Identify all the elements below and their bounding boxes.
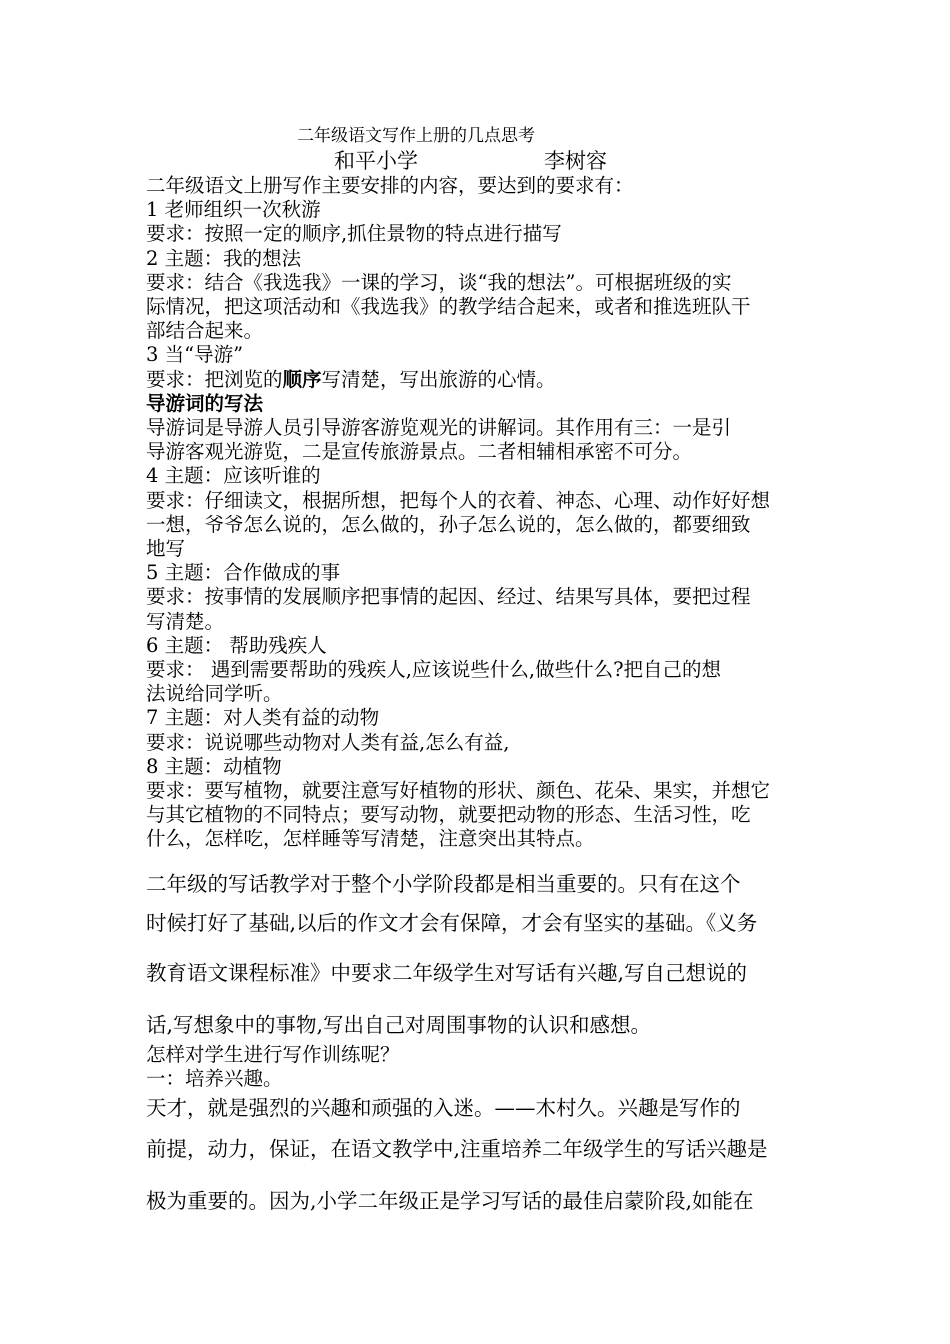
- guide-req-prefix: 要求：把浏览的: [146, 367, 283, 391]
- text-line: 法说给同学听。: [146, 682, 283, 706]
- text-line: 要求：要写植物，就要注意写好植物的形状、颜色、花朵、果实，并想它: [146, 779, 771, 803]
- text-line: 5 主题：合作做成的事: [146, 561, 341, 585]
- text-line: 导游词是导游人员引导游客游览观光的讲解词。其作用有三：一是引: [146, 416, 732, 440]
- text-line: 部结合起来。: [146, 319, 264, 343]
- text-line: 二年级的写话教学对于整个小学阶段都是相当重要的。只有在这个: [146, 872, 741, 896]
- section-heading: 一：培养兴趣。: [146, 1067, 283, 1091]
- question-block: [146, 1043, 810, 1091]
- text-line: 要求：结合《我选我》一课的学习，谈“我的想法”。可根据班级的实: [146, 270, 732, 294]
- text-line: 际情况，把这项活动和《我选我》的教学结合起来，或者和推选班队干: [146, 295, 751, 319]
- text-line: 要求：说说哪些动物对人类有益,怎么有益,: [146, 730, 510, 754]
- text-line: 要求： 遇到需要帮助的残疾人,应该说些什么,做些什么?把自己的想: [146, 658, 722, 682]
- content-block-a: [146, 174, 810, 852]
- text-line: 要求：仔细读文，根据所想，把每个人的衣着、神态、心理、动作好好想: [146, 488, 771, 512]
- text-line: 时候打好了基础,以后的作文才会有保障，才会有坚实的基础。《义务: [146, 911, 758, 935]
- text-line: 7 主题：对人类有益的动物: [146, 706, 380, 730]
- text-line: 教育语文课程标准》中要求二年级学生对写话有兴趣,写自己想说的: [146, 961, 748, 985]
- text-line: 要求：按照一定的顺序,抓住景物的特点进行描写: [146, 222, 562, 246]
- text-line: 一想，爷爷怎么说的，怎么做的，孙子怎么说的，怎么做的，都要细致: [146, 512, 751, 536]
- guide-req-suffix: 写清楚，写出旅游的心情。: [321, 367, 556, 391]
- text-line: 什么，怎样吃，怎样睡等写清楚，注意突出其特点。: [146, 827, 595, 851]
- text-line: 话,写想象中的事物,写出自己对周围事物的认识和感想。: [146, 1013, 652, 1037]
- school-name: 和平小学: [334, 149, 418, 173]
- text-line: 6 主题： 帮助残疾人: [146, 633, 327, 657]
- text-line: 天才，就是强烈的兴趣和顽强的入迷。——木村久。兴趣是写作的: [146, 1096, 741, 1120]
- text-line: 二年级语文上册写作主要安排的内容，要达到的要求有：: [146, 174, 634, 197]
- text-line: 2 主题：我的想法: [146, 246, 302, 270]
- guide-heading: 导游词的写法: [146, 391, 264, 415]
- question-line: 怎样对学生进行写作训练呢？: [146, 1043, 400, 1066]
- text-line: 地写: [146, 537, 186, 561]
- author-name: 李树容: [544, 149, 607, 173]
- paragraph-writing-teaching: [146, 870, 810, 1037]
- guide-req-bold: 顺序: [282, 367, 322, 391]
- document-title: 二年级语文写作上册的几点思考: [297, 126, 535, 146]
- text-line: 1 老师组织一次秋游: [146, 198, 321, 222]
- text-line: 导游客观光游览，二是宣传旅游景点。二者相辅相承密不可分。: [146, 440, 693, 464]
- text-line: 与其它植物的不同特点；要写动物，就要把动物的形态、生活习性，吃: [146, 803, 751, 827]
- guide-requirement-line: [146, 368, 810, 392]
- text-line: 写清楚。: [146, 609, 225, 633]
- text-line: 前提，动力，保证，在语文教学中,注重培养二年级学生的写话兴趣是: [146, 1137, 768, 1161]
- author-line: [334, 148, 607, 174]
- text-line: 4 主题：应该听谁的: [146, 464, 321, 488]
- text-line: 极为重要的。因为,小学二年级正是学习写话的最佳启蒙阶段,如能在: [146, 1189, 754, 1213]
- text-line: 3 当“导游”: [146, 343, 244, 367]
- text-line: 8 主题：动植物: [146, 754, 282, 778]
- text-line: 要求：按事情的发展顺序把事情的起因、经过、结果写具体，要把过程: [146, 585, 751, 609]
